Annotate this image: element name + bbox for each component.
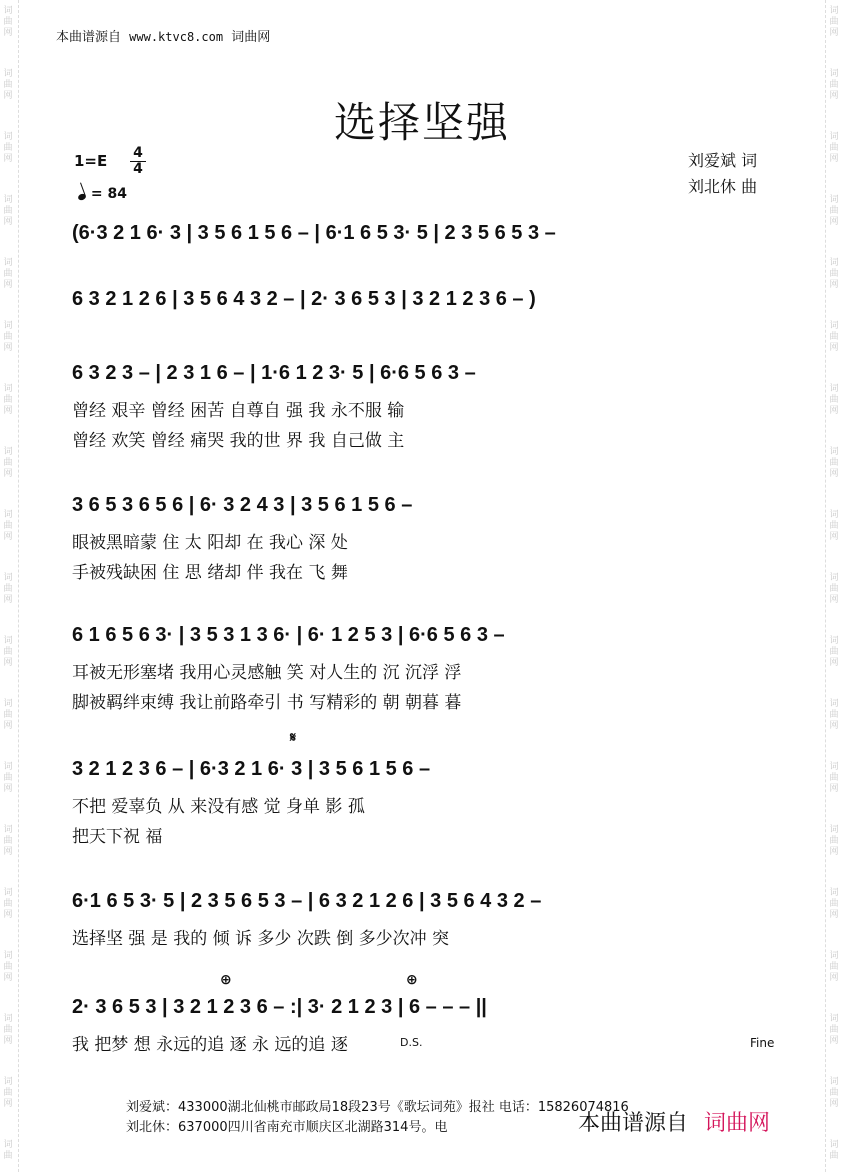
watermark-glyph: 网 xyxy=(829,217,839,227)
brand-footer xyxy=(578,1106,770,1137)
watermark-glyph: 词 xyxy=(829,1077,839,1087)
watermark-glyph: 词 xyxy=(3,69,13,79)
brand-right[interactable]: 词曲网 xyxy=(704,1111,771,1136)
watermark-glyph: 曲 xyxy=(829,1151,839,1161)
watermark-glyph: 曲 xyxy=(829,584,839,594)
watermark-glyph: 网 xyxy=(3,658,13,668)
lyric-verse-1: 耳被无形塞堵 我用心灵感触 笑 对人生的 沉 沉浮 浮 xyxy=(72,663,462,683)
watermark-glyph: 词 xyxy=(3,321,13,331)
fine-marking: Fine xyxy=(750,1036,775,1050)
watermark-glyph: 曲 xyxy=(829,269,839,279)
watermark-glyph: 曲 xyxy=(829,206,839,216)
watermark-glyph: 网 xyxy=(3,343,13,353)
lyric-verse-2: 把天下祝 福 xyxy=(72,827,163,847)
watermark-glyph: 网 xyxy=(3,532,13,542)
watermark-glyph: 网 xyxy=(829,343,839,353)
source-prefix: 本曲谱源自 xyxy=(56,30,122,45)
watermark-glyph: 网 xyxy=(3,91,13,101)
watermark-glyph: 曲 xyxy=(829,395,839,405)
watermark-glyph: 曲 xyxy=(3,80,13,90)
watermark-glyph: 网 xyxy=(829,532,839,542)
footer-contact-lyricist: 刘爱斌：433000湖北仙桃市邮政局18段23号《歌坛词苑》报社 电话：15826074816 xyxy=(126,1100,629,1115)
watermark-glyph: 词 xyxy=(829,384,839,394)
watermark-glyph: 词 xyxy=(829,951,839,961)
notation-line: 6·1 6 5 3· 5 | 2 3 5 6 5 3 – | 6 3 2 1 2 6 | 3 5 6 4 3 2 – xyxy=(72,890,542,912)
watermark-glyph: 词 xyxy=(3,132,13,142)
watermark-glyph: 曲 xyxy=(3,710,13,720)
watermark-glyph: 网 xyxy=(829,28,839,38)
composer-credit: 刘北休 曲 xyxy=(688,177,758,196)
time-top: 4 xyxy=(130,146,146,162)
watermark-glyph: 曲 xyxy=(829,332,839,342)
watermark-glyph: 曲 xyxy=(829,1025,839,1035)
lyricist-credit: 刘爱斌 词 xyxy=(688,151,758,170)
watermark-glyph: 曲 xyxy=(3,206,13,216)
watermark-glyph: 词 xyxy=(3,699,13,709)
quarter-note-icon xyxy=(77,193,87,201)
watermark-glyph: 网 xyxy=(829,469,839,479)
watermark-glyph: 曲 xyxy=(3,17,13,27)
lyric-verse-1: 不把 爱辜负 从 来没有感 觉 身单 影 孤 xyxy=(72,797,365,817)
watermark-glyph: 曲 xyxy=(829,80,839,90)
watermark-glyph: 词 xyxy=(829,6,839,16)
watermark-glyph: 词 xyxy=(829,447,839,457)
watermark-glyph: 词 xyxy=(829,762,839,772)
watermark-glyph: 词 xyxy=(3,951,13,961)
watermark-glyph: 曲 xyxy=(829,773,839,783)
watermark-glyph: 网 xyxy=(3,1036,13,1046)
watermark-glyph: 词 xyxy=(3,1077,13,1087)
watermark-glyph: 网 xyxy=(829,847,839,857)
watermark-glyph: 曲 xyxy=(829,143,839,153)
watermark-glyph: 曲 xyxy=(3,395,13,405)
watermark-glyph: 网 xyxy=(829,406,839,416)
watermark-glyph: 曲 xyxy=(3,1151,13,1161)
lyric-verse-1: 眼被黑暗蒙 住 太 阳却 在 我心 深 处 xyxy=(72,533,348,553)
watermark-glyph: 网 xyxy=(3,28,13,38)
watermark-glyph: 网 xyxy=(3,406,13,416)
coda-icon-2: ⊕ xyxy=(406,972,418,988)
watermark-glyph: 网 xyxy=(3,217,13,227)
watermark-glyph: 网 xyxy=(829,154,839,164)
watermark-glyph: 网 xyxy=(829,784,839,794)
lyric-verse-1: 我 把梦 想 永远的追 逐 永 远的追 逐 xyxy=(72,1035,348,1055)
watermark-glyph: 曲 xyxy=(3,899,13,909)
watermark-glyph: 曲 xyxy=(3,521,13,531)
watermark-glyph: 词 xyxy=(3,636,13,646)
right-watermark-strip xyxy=(825,0,844,1172)
watermark-glyph: 词 xyxy=(3,510,13,520)
watermark-glyph: 词 xyxy=(3,195,13,205)
watermark-glyph: 曲 xyxy=(829,836,839,846)
watermark-glyph: 词 xyxy=(3,825,13,835)
lyric-verse-2: 脚被羁绊束缚 我让前路牵引 书 写精彩的 朝 朝暮 暮 xyxy=(72,693,462,713)
watermark-glyph: 曲 xyxy=(829,458,839,468)
watermark-glyph: 曲 xyxy=(3,1025,13,1035)
watermark-glyph: 词 xyxy=(3,573,13,583)
watermark-glyph: 网 xyxy=(829,910,839,920)
watermark-glyph: 词 xyxy=(829,510,839,520)
watermark-glyph: 词 xyxy=(3,447,13,457)
watermark-glyph: 网 xyxy=(829,1036,839,1046)
watermark-glyph: 网 xyxy=(3,1099,13,1109)
notation-line: 6 3 2 1 2 6 | 3 5 6 4 3 2 – | 2· 3 6 5 3 | 3 2 1 2 3 6 – ) xyxy=(72,288,536,310)
lyric-verse-2: 手被残缺困 住 思 绪却 伴 我在 飞 舞 xyxy=(72,563,348,583)
watermark-glyph: 曲 xyxy=(3,836,13,846)
watermark-glyph: 网 xyxy=(3,595,13,605)
watermark-glyph: 网 xyxy=(829,658,839,668)
watermark-glyph: 曲 xyxy=(3,1088,13,1098)
watermark-glyph: 网 xyxy=(829,1099,839,1109)
lyric-verse-1: 选择坚 强 是 我的 倾 诉 多少 次跌 倒 多少次冲 突 xyxy=(72,929,450,949)
tempo-marking xyxy=(78,186,127,202)
ds-marking: D.S. xyxy=(400,1036,423,1049)
watermark-glyph: 曲 xyxy=(3,773,13,783)
watermark-glyph: 网 xyxy=(829,280,839,290)
notation-line: 6 3 2 3 – | 2 3 1 6 – | 1·6 1 2 3· 5 | 6·6 5 6 3 – xyxy=(72,362,476,384)
watermark-glyph: 网 xyxy=(829,973,839,983)
source-site: 词曲网 xyxy=(231,30,271,45)
watermark-glyph: 曲 xyxy=(3,647,13,657)
watermark-glyph: 曲 xyxy=(829,962,839,972)
watermark-glyph: 曲 xyxy=(3,584,13,594)
time-signature xyxy=(130,146,146,177)
segno-icon: 𝄋 xyxy=(290,730,297,746)
left-watermark-strip xyxy=(0,0,19,1172)
notation-line: 3 6 5 3 6 5 6 | 6· 3 2 4 3 | 3 5 6 1 5 6 – xyxy=(72,494,413,516)
watermark-glyph: 网 xyxy=(829,595,839,605)
watermark-glyph: 词 xyxy=(3,258,13,268)
watermark-glyph: 曲 xyxy=(3,143,13,153)
watermark-glyph: 网 xyxy=(3,973,13,983)
watermark-glyph: 曲 xyxy=(3,458,13,468)
notation-line: 6 1 6 5 6 3· | 3 5 3 1 3 6· | 6· 1 2 5 3 | 6·6 5 6 3 – xyxy=(72,624,505,646)
watermark-glyph: 词 xyxy=(3,762,13,772)
watermark-glyph: 词 xyxy=(829,636,839,646)
watermark-glyph: 网 xyxy=(3,847,13,857)
watermark-glyph: 词 xyxy=(3,1140,13,1150)
source-url[interactable]: www.ktvc8.com xyxy=(129,30,224,44)
notation-line: 2· 3 6 5 3 | 3 2 1 2 3 6 – :| 3· 2 1 2 3 | 6 – – – || xyxy=(72,996,487,1018)
watermark-glyph: 词 xyxy=(829,573,839,583)
watermark-glyph: 曲 xyxy=(829,521,839,531)
key-signature: 1=E xyxy=(74,152,108,170)
watermark-glyph: 词 xyxy=(829,321,839,331)
watermark-glyph: 曲 xyxy=(3,962,13,972)
lyric-verse-1: 曾经 艰辛 曾经 困苦 自尊自 强 我 永不服 输 xyxy=(72,401,405,421)
watermark-glyph: 网 xyxy=(3,154,13,164)
watermark-glyph: 词 xyxy=(3,6,13,16)
watermark-glyph: 词 xyxy=(829,825,839,835)
source-line xyxy=(56,26,270,45)
watermark-glyph: 曲 xyxy=(829,647,839,657)
watermark-glyph: 词 xyxy=(3,384,13,394)
song-title: 选择坚强 xyxy=(333,98,510,147)
watermark-glyph: 网 xyxy=(3,280,13,290)
watermark-glyph: 曲 xyxy=(829,1088,839,1098)
watermark-glyph: 曲 xyxy=(3,269,13,279)
watermark-glyph: 词 xyxy=(829,699,839,709)
watermark-glyph: 曲 xyxy=(829,710,839,720)
watermark-glyph: 曲 xyxy=(829,17,839,27)
watermark-glyph: 词 xyxy=(829,1014,839,1024)
watermark-glyph: 网 xyxy=(3,469,13,479)
watermark-glyph: 曲 xyxy=(3,332,13,342)
watermark-glyph: 网 xyxy=(3,784,13,794)
watermark-glyph: 词 xyxy=(829,69,839,79)
watermark-glyph: 词 xyxy=(829,195,839,205)
time-bottom: 4 xyxy=(133,161,143,177)
watermark-glyph: 词 xyxy=(829,258,839,268)
watermark-glyph: 网 xyxy=(829,721,839,731)
lyric-verse-2: 曾经 欢笑 曾经 痛哭 我的世 界 我 自己做 主 xyxy=(72,431,405,451)
watermark-glyph: 词 xyxy=(3,888,13,898)
watermark-glyph: 曲 xyxy=(829,899,839,909)
watermark-glyph: 网 xyxy=(3,910,13,920)
watermark-glyph: 网 xyxy=(3,721,13,731)
notation-line: (6·3 2 1 6· 3 | 3 5 6 1 5 6 – | 6·1 6 5 3· 5 | 2 3 5 6 5 3 – xyxy=(72,222,556,244)
notation-line: 3 2 1 2 3 6 – | 6·3 2 1 6· 3 | 3 5 6 1 5 6 – xyxy=(72,758,431,780)
tempo-value: = 84 xyxy=(90,186,127,202)
brand-left: 本曲谱源自 xyxy=(578,1111,689,1136)
watermark-glyph: 词 xyxy=(829,1140,839,1150)
watermark-glyph: 词 xyxy=(829,888,839,898)
watermark-glyph: 词 xyxy=(829,132,839,142)
watermark-glyph: 词 xyxy=(3,1014,13,1024)
footer-contact-composer: 刘北休：637000四川省南充市顺庆区北湖路314号。电 xyxy=(126,1120,448,1135)
watermark-glyph: 网 xyxy=(829,91,839,101)
coda-icon: ⊕ xyxy=(220,972,232,988)
